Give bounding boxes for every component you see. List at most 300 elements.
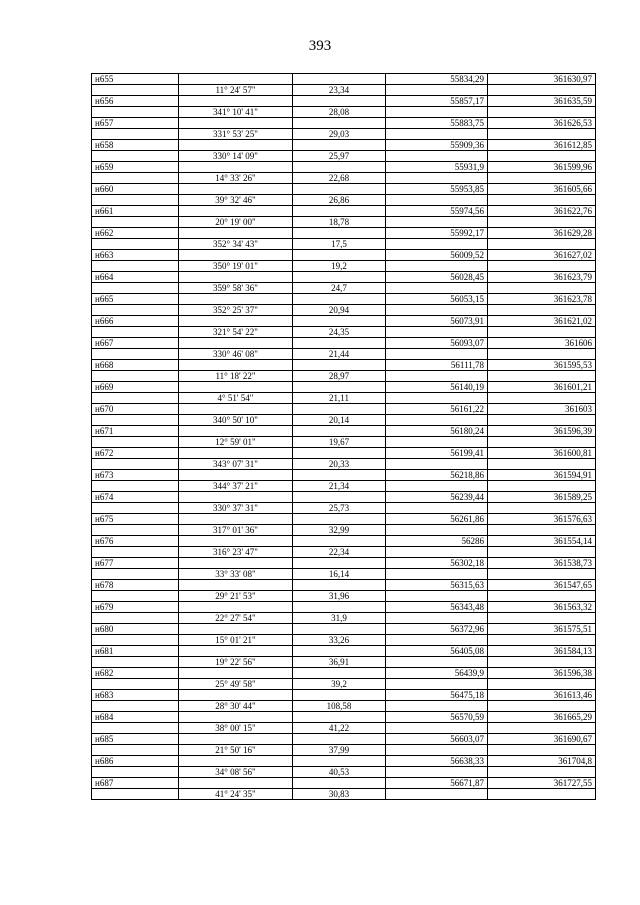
empty-cell (293, 250, 386, 261)
empty-cell (386, 613, 488, 624)
empty-cell (488, 173, 596, 184)
empty-cell (488, 459, 596, 470)
point-name: н666 (92, 316, 179, 327)
empty-cell (293, 140, 386, 151)
empty-cell (92, 547, 179, 558)
segment-row (92, 569, 596, 580)
empty-cell (488, 525, 596, 536)
empty-cell (488, 151, 596, 162)
empty-cell (488, 679, 596, 690)
bearing-angle: 33° 33' 08" (179, 569, 293, 580)
empty-cell (488, 745, 596, 756)
coord-y: 361603 (488, 404, 596, 415)
segment-length: 16,14 (293, 569, 386, 580)
empty-cell (293, 734, 386, 745)
segment-length: 31,9 (293, 613, 386, 624)
empty-cell (92, 437, 179, 448)
empty-cell (92, 503, 179, 514)
point-row (92, 118, 596, 129)
empty-cell (488, 635, 596, 646)
empty-cell (179, 96, 293, 107)
segment-row (92, 305, 596, 316)
point-name: н687 (92, 778, 179, 789)
point-name: н669 (92, 382, 179, 393)
empty-cell (293, 294, 386, 305)
point-name: н659 (92, 162, 179, 173)
segment-row (92, 195, 596, 206)
point-name: н675 (92, 514, 179, 525)
segment-length: 23,34 (293, 85, 386, 96)
empty-cell (488, 305, 596, 316)
empty-cell (92, 261, 179, 272)
point-row (92, 316, 596, 327)
bearing-angle: 12° 59' 01" (179, 437, 293, 448)
empty-cell (92, 767, 179, 778)
empty-cell (293, 778, 386, 789)
empty-cell (92, 569, 179, 580)
empty-cell (488, 217, 596, 228)
coord-x: 55834,29 (386, 74, 488, 85)
empty-cell (488, 481, 596, 492)
bearing-angle: 343° 07' 31" (179, 459, 293, 470)
point-row (92, 96, 596, 107)
bearing-angle: 330° 37' 31" (179, 503, 293, 514)
bearing-angle: 321° 54' 22" (179, 327, 293, 338)
empty-cell (386, 195, 488, 206)
empty-cell (179, 360, 293, 371)
segment-length: 25,97 (293, 151, 386, 162)
empty-cell (386, 415, 488, 426)
empty-cell (386, 283, 488, 294)
empty-cell (293, 426, 386, 437)
segment-row (92, 459, 596, 470)
segment-length: 18,78 (293, 217, 386, 228)
coord-x: 56199,41 (386, 448, 488, 459)
segment-row (92, 371, 596, 382)
empty-cell (179, 668, 293, 679)
empty-cell (92, 327, 179, 338)
segment-length: 19,2 (293, 261, 386, 272)
empty-cell (293, 514, 386, 525)
coord-x: 56261,86 (386, 514, 488, 525)
empty-cell (92, 415, 179, 426)
segment-length: 21,44 (293, 349, 386, 360)
coord-y: 361584,13 (488, 646, 596, 657)
segment-row (92, 635, 596, 646)
segment-length: 108,58 (293, 701, 386, 712)
empty-cell (293, 558, 386, 569)
coord-x: 56028,45 (386, 272, 488, 283)
empty-cell (386, 217, 488, 228)
empty-cell (386, 305, 488, 316)
point-name: н684 (92, 712, 179, 723)
coord-x: 56570,59 (386, 712, 488, 723)
empty-cell (179, 272, 293, 283)
empty-cell (293, 580, 386, 591)
point-name: н657 (92, 118, 179, 129)
empty-cell (92, 459, 179, 470)
empty-cell (386, 635, 488, 646)
empty-cell (386, 767, 488, 778)
point-name: н656 (92, 96, 179, 107)
bearing-angle: 350° 19' 01" (179, 261, 293, 272)
bearing-angle: 22° 27' 54" (179, 613, 293, 624)
segment-row (92, 547, 596, 558)
empty-cell (488, 657, 596, 668)
empty-cell (386, 789, 488, 800)
point-row (92, 756, 596, 767)
coordinates-table (91, 73, 596, 800)
segment-row (92, 525, 596, 536)
empty-cell (488, 349, 596, 360)
empty-cell (488, 569, 596, 580)
coord-y: 361596,38 (488, 668, 596, 679)
empty-cell (386, 107, 488, 118)
point-row (92, 404, 596, 415)
coord-x: 56161,22 (386, 404, 488, 415)
coordinates-table-body (92, 74, 596, 800)
empty-cell (386, 657, 488, 668)
empty-cell (386, 723, 488, 734)
empty-cell (386, 327, 488, 338)
coord-y: 361630,97 (488, 74, 596, 85)
coord-y: 361626,53 (488, 118, 596, 129)
segment-row (92, 349, 596, 360)
empty-cell (488, 789, 596, 800)
empty-cell (179, 448, 293, 459)
bearing-angle: 25° 49' 58" (179, 679, 293, 690)
empty-cell (386, 701, 488, 712)
coord-x: 56315,63 (386, 580, 488, 591)
coord-y: 361635,59 (488, 96, 596, 107)
coord-x: 55974,56 (386, 206, 488, 217)
segment-length: 21,11 (293, 393, 386, 404)
point-name: н667 (92, 338, 179, 349)
coord-x: 56372,96 (386, 624, 488, 635)
coord-x: 56286 (386, 536, 488, 547)
coord-y: 361605,66 (488, 184, 596, 195)
coord-y: 361704,8 (488, 756, 596, 767)
empty-cell (293, 756, 386, 767)
empty-cell (92, 789, 179, 800)
segment-length: 28,08 (293, 107, 386, 118)
segment-length: 20,14 (293, 415, 386, 426)
point-name: н676 (92, 536, 179, 547)
empty-cell (92, 129, 179, 140)
point-name: н677 (92, 558, 179, 569)
empty-cell (92, 283, 179, 294)
segment-row (92, 613, 596, 624)
coord-y: 361622,76 (488, 206, 596, 217)
empty-cell (293, 316, 386, 327)
empty-cell (386, 173, 488, 184)
empty-cell (386, 261, 488, 272)
empty-cell (293, 624, 386, 635)
point-row (92, 140, 596, 151)
empty-cell (92, 723, 179, 734)
coord-x: 56439,9 (386, 668, 488, 679)
bearing-angle: 21° 50' 16" (179, 745, 293, 756)
coord-y: 361629,28 (488, 228, 596, 239)
empty-cell (386, 239, 488, 250)
empty-cell (179, 426, 293, 437)
point-name: н658 (92, 140, 179, 151)
segment-length: 24,7 (293, 283, 386, 294)
bearing-angle: 34° 08' 56" (179, 767, 293, 778)
coord-x: 55909,36 (386, 140, 488, 151)
bearing-angle: 330° 46' 08" (179, 349, 293, 360)
empty-cell (386, 437, 488, 448)
bearing-angle: 41° 24' 35" (179, 789, 293, 800)
coord-y: 361601,21 (488, 382, 596, 393)
point-row (92, 74, 596, 85)
coord-x: 56475,18 (386, 690, 488, 701)
empty-cell (293, 448, 386, 459)
empty-cell (488, 547, 596, 558)
bearing-angle: 330° 14' 09" (179, 151, 293, 162)
segment-length: 21,34 (293, 481, 386, 492)
empty-cell (92, 349, 179, 360)
bearing-angle: 341° 10' 41" (179, 107, 293, 118)
point-row (92, 426, 596, 437)
segment-length: 36,91 (293, 657, 386, 668)
empty-cell (293, 470, 386, 481)
empty-cell (488, 327, 596, 338)
empty-cell (386, 569, 488, 580)
empty-cell (92, 591, 179, 602)
bearing-angle: 340° 50' 10" (179, 415, 293, 426)
point-row (92, 360, 596, 371)
coord-y: 361623,79 (488, 272, 596, 283)
empty-cell (386, 745, 488, 756)
coord-y: 361554,14 (488, 536, 596, 547)
coord-y: 361563,32 (488, 602, 596, 613)
point-name: н680 (92, 624, 179, 635)
point-row (92, 580, 596, 591)
empty-cell (179, 646, 293, 657)
empty-cell (488, 767, 596, 778)
point-name: н662 (92, 228, 179, 239)
coord-x: 56671,87 (386, 778, 488, 789)
segment-length: 25,73 (293, 503, 386, 514)
point-row (92, 294, 596, 305)
empty-cell (179, 536, 293, 547)
coord-x: 56343,48 (386, 602, 488, 613)
segment-length: 26,86 (293, 195, 386, 206)
bearing-angle: 352° 25' 37" (179, 305, 293, 316)
coord-y: 361627,02 (488, 250, 596, 261)
coord-y: 361600,81 (488, 448, 596, 459)
empty-cell (293, 690, 386, 701)
segment-length: 32,99 (293, 525, 386, 536)
segment-row (92, 327, 596, 338)
empty-cell (386, 85, 488, 96)
empty-cell (179, 712, 293, 723)
coord-y: 361589,25 (488, 492, 596, 503)
point-row (92, 536, 596, 547)
segment-length: 17,5 (293, 239, 386, 250)
point-row (92, 646, 596, 657)
coord-y: 361596,39 (488, 426, 596, 437)
empty-cell (488, 371, 596, 382)
empty-cell (179, 382, 293, 393)
empty-cell (386, 591, 488, 602)
point-row (92, 668, 596, 679)
coord-y: 361727,55 (488, 778, 596, 789)
point-name: н664 (92, 272, 179, 283)
empty-cell (179, 228, 293, 239)
empty-cell (179, 338, 293, 349)
empty-cell (488, 591, 596, 602)
empty-cell (488, 85, 596, 96)
bearing-angle: 28° 30' 44" (179, 701, 293, 712)
empty-cell (386, 679, 488, 690)
page-number: 393 (308, 38, 332, 54)
coord-x: 56140,19 (386, 382, 488, 393)
empty-cell (179, 514, 293, 525)
segment-length: 33,26 (293, 635, 386, 646)
bearing-angle: 11° 24' 57" (179, 85, 293, 96)
empty-cell (92, 173, 179, 184)
coord-y: 361599,96 (488, 162, 596, 173)
point-row (92, 470, 596, 481)
coord-x: 55953,85 (386, 184, 488, 195)
point-row (92, 514, 596, 525)
coord-y: 361623,78 (488, 294, 596, 305)
empty-cell (488, 393, 596, 404)
point-row (92, 712, 596, 723)
segment-length: 19,67 (293, 437, 386, 448)
point-row (92, 272, 596, 283)
point-name: н686 (92, 756, 179, 767)
segment-row (92, 173, 596, 184)
empty-cell (488, 415, 596, 426)
empty-cell (488, 195, 596, 206)
segment-length: 30,83 (293, 789, 386, 800)
point-name: н660 (92, 184, 179, 195)
bearing-angle: 331° 53' 25" (179, 129, 293, 140)
empty-cell (293, 184, 386, 195)
empty-cell (488, 107, 596, 118)
empty-cell (488, 261, 596, 272)
bearing-angle: 38° 00' 15" (179, 723, 293, 734)
empty-cell (293, 492, 386, 503)
empty-cell (92, 305, 179, 316)
point-name: н671 (92, 426, 179, 437)
segment-row (92, 217, 596, 228)
segment-row (92, 481, 596, 492)
segment-length: 37,99 (293, 745, 386, 756)
coord-y: 361613,46 (488, 690, 596, 701)
empty-cell (293, 118, 386, 129)
empty-cell (92, 679, 179, 690)
empty-cell (179, 690, 293, 701)
segment-row (92, 415, 596, 426)
segment-length: 29,03 (293, 129, 386, 140)
empty-cell (92, 635, 179, 646)
empty-cell (293, 74, 386, 85)
empty-cell (179, 184, 293, 195)
point-name: н672 (92, 448, 179, 459)
empty-cell (386, 547, 488, 558)
point-name: н670 (92, 404, 179, 415)
point-name: н668 (92, 360, 179, 371)
empty-cell (293, 162, 386, 173)
empty-cell (92, 745, 179, 756)
point-row (92, 184, 596, 195)
empty-cell (293, 206, 386, 217)
empty-cell (179, 558, 293, 569)
empty-cell (293, 96, 386, 107)
coord-y: 361547,65 (488, 580, 596, 591)
empty-cell (386, 481, 488, 492)
coord-y: 361575,51 (488, 624, 596, 635)
empty-cell (179, 580, 293, 591)
point-row (92, 690, 596, 701)
empty-cell (92, 657, 179, 668)
empty-cell (179, 74, 293, 85)
segment-length: 20,94 (293, 305, 386, 316)
empty-cell (293, 404, 386, 415)
coord-y: 361665,29 (488, 712, 596, 723)
coord-y: 361690,67 (488, 734, 596, 745)
coord-x: 56603,07 (386, 734, 488, 745)
empty-cell (179, 206, 293, 217)
empty-cell (92, 371, 179, 382)
empty-cell (488, 239, 596, 250)
point-row (92, 228, 596, 239)
empty-cell (386, 503, 488, 514)
empty-cell (386, 525, 488, 536)
empty-cell (293, 536, 386, 547)
empty-cell (293, 712, 386, 723)
bearing-angle: 20° 19' 00" (179, 217, 293, 228)
segment-row (92, 107, 596, 118)
segment-length: 22,34 (293, 547, 386, 558)
empty-cell (293, 360, 386, 371)
segment-row (92, 129, 596, 140)
empty-cell (386, 393, 488, 404)
point-row (92, 734, 596, 745)
bearing-angle: 352° 34' 43" (179, 239, 293, 250)
coord-x: 55883,75 (386, 118, 488, 129)
point-row (92, 250, 596, 261)
empty-cell (488, 503, 596, 514)
empty-cell (179, 316, 293, 327)
empty-cell (293, 602, 386, 613)
empty-cell (179, 118, 293, 129)
segment-row (92, 789, 596, 800)
empty-cell (179, 756, 293, 767)
empty-cell (92, 217, 179, 228)
point-row (92, 624, 596, 635)
segment-length: 31,96 (293, 591, 386, 602)
empty-cell (179, 140, 293, 151)
bearing-angle: 19° 22' 56" (179, 657, 293, 668)
empty-cell (179, 294, 293, 305)
empty-cell (386, 371, 488, 382)
coord-x: 56093,07 (386, 338, 488, 349)
empty-cell (179, 470, 293, 481)
empty-cell (488, 701, 596, 712)
point-name: н682 (92, 668, 179, 679)
empty-cell (293, 272, 386, 283)
segment-row (92, 591, 596, 602)
empty-cell (92, 151, 179, 162)
coord-x: 55857,17 (386, 96, 488, 107)
empty-cell (179, 250, 293, 261)
coord-x: 56053,15 (386, 294, 488, 305)
